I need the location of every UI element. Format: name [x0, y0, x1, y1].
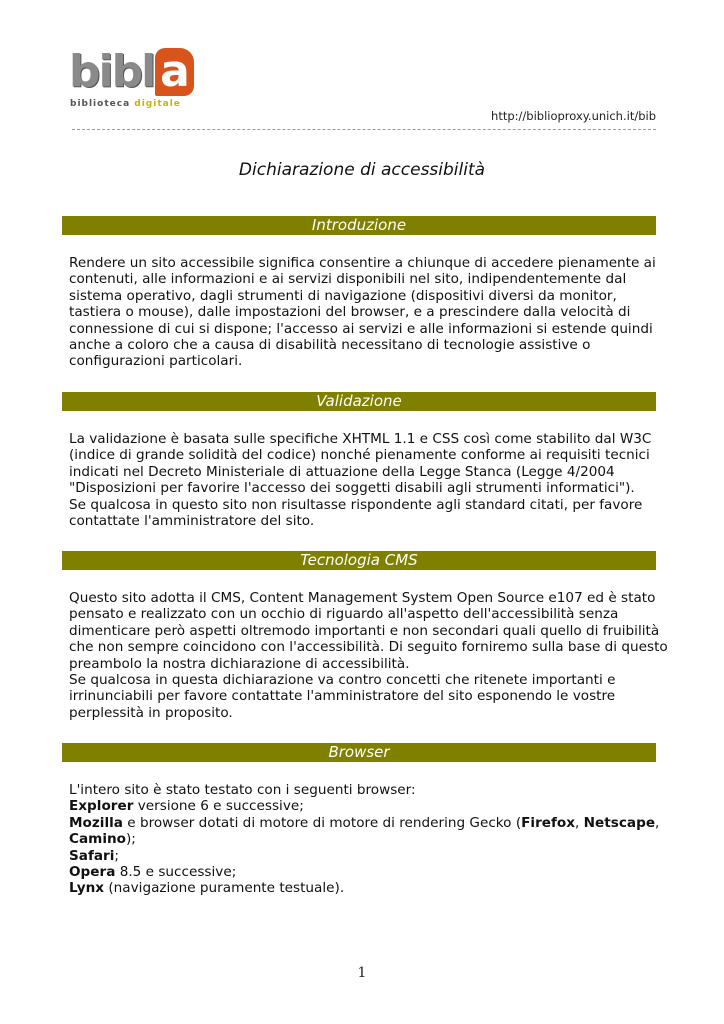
- section-text-introduzione: Rendere un sito accessibile significa consentire a chiunque di accedere pienamente ai contenuti, alle informazioni e ai servizi disponibili nel sito, indipendentemente dal sistema operativo, dagli strumenti di navigazione (dispositivi diversi da monitor, tastiera o mouse), dalle impostazioni del browser, e a prescindere dalla velocità di connessione di cui si dispone; l'accesso ai servizi e alle informazioni si estende quindi anche a coloro che a causa di disabilità necessitano di tecnologie assistive o configurazioni particolari.: [69, 255, 656, 370]
- section-heading-tecnologia-cms: Tecnologia CMS: [62, 551, 656, 570]
- browser-item-mozilla: Mozilla e browser dotati di motore di motore di rendering Gecko (Firefox, Netscape,: [69, 814, 660, 831]
- browser-item-camino: Camino);: [69, 831, 136, 848]
- section-heading-introduzione: Introduzione: [62, 216, 656, 235]
- logo-main-text: bibl: [69, 46, 155, 97]
- document-title: Dichiarazione di accessibilità: [238, 160, 486, 180]
- logo-subtitle: biblioteca digitale: [70, 99, 181, 109]
- section-text-tecnologia-cms: Questo sito adotta il CMS, Content Management System Open Source e107 ed è stato pensato e realizzato con un occhio di riguardo all'aspetto dell'accessibilità senza dimenticare però aspetti oltremodo importanti e non secondari quali quello di fruibilità che non sempre coincidono con l'accessibilità. Di seguito forniremo sulla base di questo preambolo la nostra dichiarazione di accessibilità. Se qualcosa in questa dichiarazione va contro concetti che ritenete importanti e irrinunciabili per favore contattate l'amministratore del sito esponendo le vostre perplessità in proposito.: [69, 590, 668, 721]
- header-divider: [72, 129, 656, 130]
- header-url: http://biblioproxy.unich.it/bib: [491, 109, 656, 123]
- logo-accent-letter: a: [155, 48, 194, 96]
- section-heading-browser: Browser: [62, 743, 656, 762]
- browser-item-explorer: Explorer versione 6 e successive;: [69, 798, 304, 815]
- section-text-validazione: La validazione è basata sulle specifiche XHTML 1.1 e CSS così come stabilito dal W3C (indice di grande solidità del codice) nonché pienamente conforme ai requisiti tecnici indicati nel Decreto Ministeriale di attuazione della Legge Stanca (Legge 4/2004 "Disposizioni per favorire l'accesso dei soggetti disabili agli strumenti informatici"). Se qualcosa in questo sito non risultasse rispondente agli standard citati, per favore contattate l'amministratore del sito.: [69, 431, 652, 530]
- browser-intro: L'intero sito è stato testato con i seguenti browser:: [69, 782, 416, 798]
- browser-item-opera: Opera 8.5 e successive;: [69, 864, 237, 881]
- browser-item-safari: Safari;: [69, 847, 120, 864]
- biblioteca-digitale-logo: [66, 48, 226, 114]
- section-heading-validazione: Validazione: [62, 392, 656, 411]
- browser-item-lynx: Lynx (navigazione puramente testuale).: [69, 880, 345, 897]
- section-text-browser: [69, 782, 659, 897]
- page-number: 1: [357, 965, 367, 981]
